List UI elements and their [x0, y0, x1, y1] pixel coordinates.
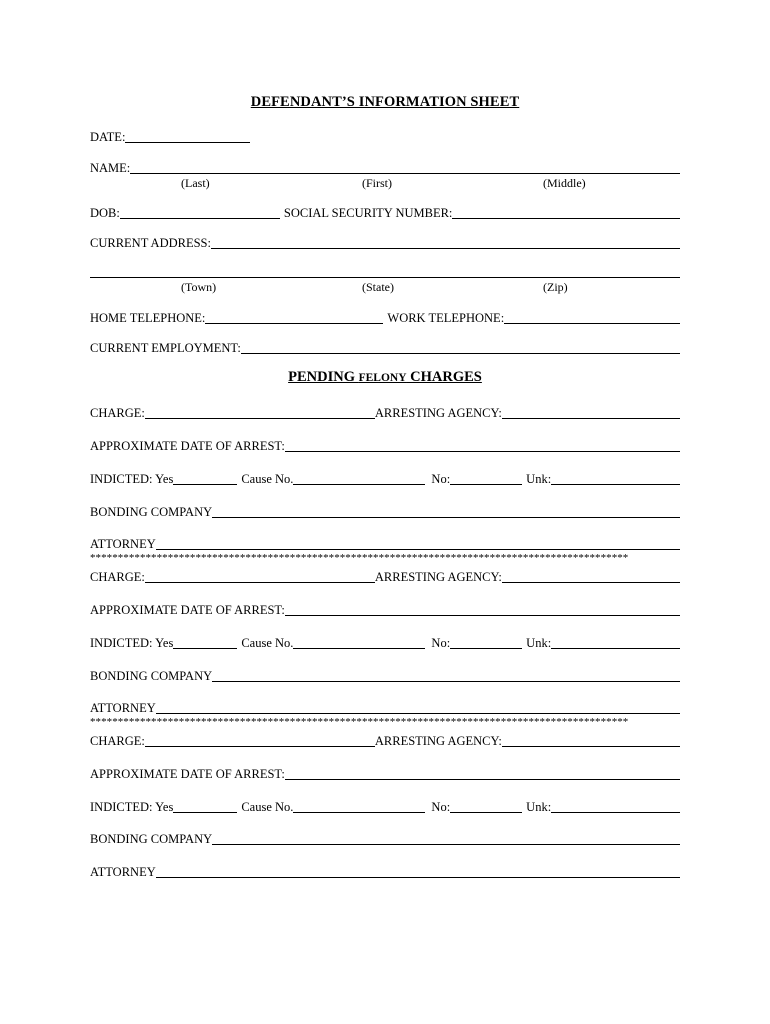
unk-label: Unk: [526, 472, 552, 486]
indicted-yes-field[interactable] [173, 472, 237, 485]
no-field[interactable] [450, 636, 522, 649]
arrest-date-label: APPROXIMATE DATE OF ARREST: [90, 767, 285, 781]
arresting-agency-field[interactable] [502, 734, 680, 747]
attorney-row [90, 864, 680, 880]
attorney-field[interactable] [156, 537, 680, 550]
address-row [90, 235, 680, 251]
cause-no-field[interactable] [293, 636, 425, 649]
unk-label: Unk: [526, 800, 552, 814]
bonding-row [90, 668, 680, 684]
arrest-date-row [90, 766, 680, 782]
attorney-row [90, 700, 680, 716]
state-caption: (State) [362, 280, 394, 294]
charge-row [90, 405, 680, 421]
address-line2-row [90, 264, 680, 280]
indicted-yes-label: INDICTED: Yes [90, 472, 174, 486]
no-field[interactable] [450, 472, 522, 485]
cause-no-field[interactable] [293, 800, 425, 813]
no-label: No: [431, 636, 451, 650]
form-title: DEFENDANT’S INFORMATION SHEET [250, 94, 520, 110]
cause-no-label: Cause No. [241, 472, 294, 486]
name-label: NAME: [90, 161, 131, 175]
indicted-row [90, 635, 680, 651]
arrest-date-field[interactable] [285, 439, 680, 452]
employment-row [90, 340, 680, 356]
zip-caption: (Zip) [543, 280, 568, 294]
bonding-company-field[interactable] [212, 832, 680, 845]
arresting-agency-field[interactable] [502, 570, 680, 583]
employment-field[interactable] [241, 341, 680, 354]
no-label: No: [431, 800, 451, 814]
section-title [0, 369, 770, 386]
charge-label: CHARGE: [90, 570, 145, 584]
work-telephone-field[interactable] [504, 311, 680, 324]
home-telephone-field[interactable] [205, 311, 383, 324]
ssn-field[interactable] [452, 206, 680, 219]
date-label: DATE: [90, 130, 126, 144]
no-field[interactable] [450, 800, 522, 813]
ssn-label: SOCIAL SECURITY NUMBER: [283, 206, 453, 220]
name-last-caption: (Last) [181, 176, 210, 190]
charge-row [90, 569, 680, 585]
charge-row [90, 733, 680, 749]
section-title-part1: PENDING [288, 369, 359, 385]
arresting-agency-label: ARRESTING AGENCY: [374, 734, 502, 748]
attorney-field[interactable] [156, 701, 680, 714]
date-field[interactable] [125, 130, 250, 143]
bonding-company-label: BONDING COMPANY [90, 832, 213, 846]
attorney-label: ATTORNEY [90, 865, 156, 879]
date-row [90, 129, 680, 145]
bonding-company-field[interactable] [212, 505, 680, 518]
bonding-company-label: BONDING COMPANY [90, 669, 213, 683]
name-row [90, 160, 680, 176]
bonding-company-label: BONDING COMPANY [90, 505, 213, 519]
dob-label: DOB: [90, 206, 120, 220]
cause-no-label: Cause No. [241, 636, 294, 650]
arrest-date-row [90, 602, 680, 618]
arrest-date-label: APPROXIMATE DATE OF ARREST: [90, 603, 285, 617]
address-line2-field[interactable] [90, 265, 680, 278]
attorney-label: ATTORNEY [90, 701, 156, 715]
unk-field[interactable] [551, 800, 680, 813]
attorney-field[interactable] [156, 865, 680, 878]
bonding-company-field[interactable] [212, 669, 680, 682]
charge-label: CHARGE: [90, 406, 145, 420]
arrest-date-label: APPROXIMATE DATE OF ARREST: [90, 439, 285, 453]
arrest-date-field[interactable] [285, 603, 680, 616]
attorney-row [90, 536, 680, 552]
attorney-label: ATTORNEY [90, 537, 156, 551]
address-field[interactable] [211, 236, 680, 249]
dob-ssn-row [90, 205, 680, 221]
separator: ************************************************************************************************* [90, 553, 629, 563]
unk-field[interactable] [551, 472, 680, 485]
no-label: No: [431, 472, 451, 486]
indicted-row [90, 471, 680, 487]
arrest-date-field[interactable] [285, 767, 680, 780]
work-telephone-label: WORK TELEPHONE: [387, 311, 505, 325]
employment-label: CURRENT EMPLOYMENT: [90, 341, 241, 355]
telephone-row [90, 310, 680, 326]
indicted-yes-field[interactable] [173, 800, 237, 813]
indicted-row [90, 799, 680, 815]
town-caption: (Town) [181, 280, 217, 294]
name-first-caption: (First) [362, 176, 392, 190]
bonding-row [90, 831, 680, 847]
name-middle-caption: (Middle) [543, 176, 586, 190]
cause-no-label: Cause No. [241, 800, 294, 814]
charge-field[interactable] [145, 734, 375, 747]
unk-label: Unk: [526, 636, 552, 650]
address-label: CURRENT ADDRESS: [90, 236, 211, 250]
home-telephone-label: HOME TELEPHONE: [90, 311, 206, 325]
unk-field[interactable] [551, 636, 680, 649]
indicted-yes-field[interactable] [173, 636, 237, 649]
section-title-part2: FELONY [358, 372, 407, 384]
bonding-row [90, 504, 680, 520]
separator: ************************************************************************************************* [90, 717, 629, 727]
charge-field[interactable] [145, 406, 375, 419]
indicted-yes-label: INDICTED: Yes [90, 800, 174, 814]
arresting-agency-field[interactable] [502, 406, 680, 419]
charge-field[interactable] [145, 570, 375, 583]
arresting-agency-label: ARRESTING AGENCY: [374, 406, 502, 420]
name-field[interactable] [130, 161, 680, 174]
charge-label: CHARGE: [90, 734, 145, 748]
arresting-agency-label: ARRESTING AGENCY: [374, 570, 502, 584]
dob-field[interactable] [120, 206, 280, 219]
section-title-part3: CHARGES [406, 369, 482, 385]
indicted-yes-label: INDICTED: Yes [90, 636, 174, 650]
cause-no-field[interactable] [293, 472, 425, 485]
arrest-date-row [90, 438, 680, 454]
